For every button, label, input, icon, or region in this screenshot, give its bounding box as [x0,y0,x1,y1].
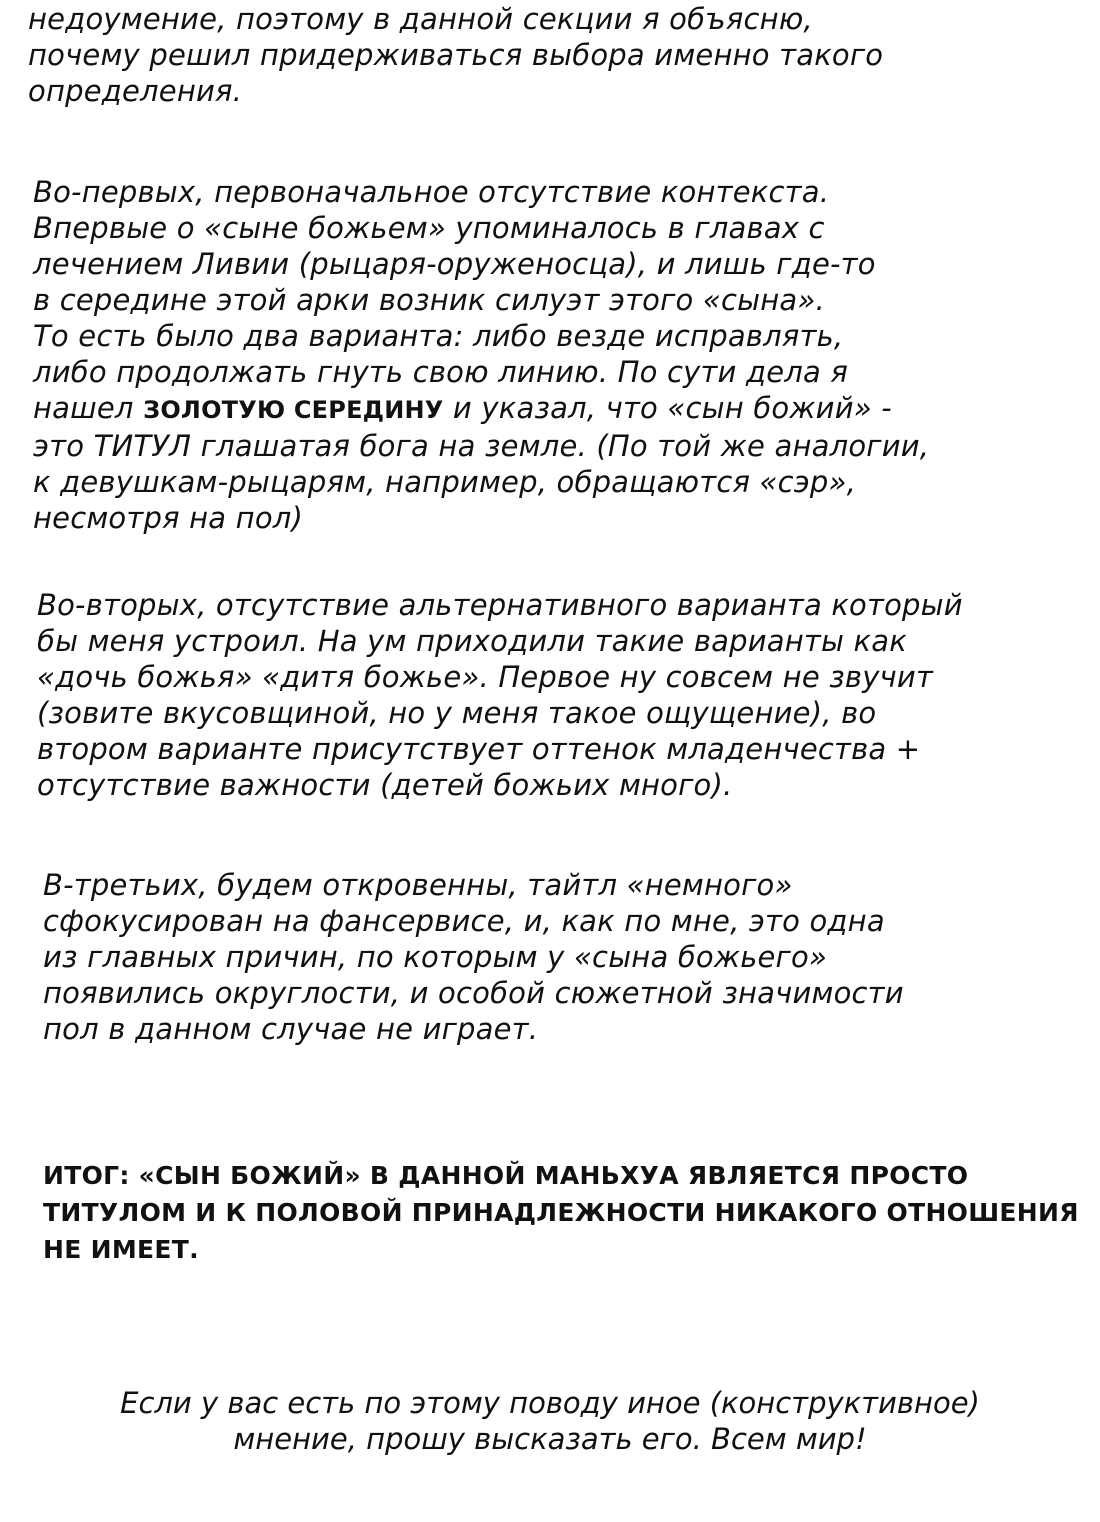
paragraph-line: сфокусирован на фансервисе, и, как по мне, это одна [43,904,885,938]
paragraph-line-highlighted [33,390,929,428]
paragraph-second-reason [37,587,963,803]
closing-message [0,1385,1100,1457]
paragraph-third-reason [43,867,904,1047]
intro-line: определения. [28,74,243,108]
intro-line: недоумение, поэтому в данной секции я объясню, [28,2,813,36]
paragraph-line: это ТИТУЛ глашатая бога на земле. (По той же аналогии, [33,429,930,463]
paragraph-line: Во-первых, первоначальное отсутствие контекста. [33,175,830,209]
paragraph-line: из главных причин, по которым у «сына божьего» [43,940,828,974]
line-text-after: и указал, что «сын божий» - [443,391,892,425]
paragraph-line: в середине этой арки возник силуэт этого «сына». [33,283,825,317]
paragraph-line: либо продолжать гнуть свою линию. По сути дела я [33,355,849,389]
summary-line: НЕ ИМЕЕТ. [43,1235,199,1264]
intro-paragraph [28,1,883,109]
paragraph-line: Впервые о «сыне божьем» упоминалось в главах с [33,211,825,245]
paragraph-line: «дочь божья» «дитя божье». Первое ну совсем не звучит [37,660,934,694]
closing-line: Если у вас есть по этому поводу иное (конструктивное) [120,1386,980,1420]
paragraph-line: пол в данном случае не играет. [43,1012,539,1046]
closing-line: мнение, прошу высказать его. Всем мир! [233,1422,867,1456]
paragraph-first-reason [33,174,929,536]
paragraph-line: несмотря на пол) [33,501,304,535]
paragraph-line: втором варианте присутствует оттенок младенчества + [37,732,921,766]
paragraph-line: лечением Ливии (рыцаря-оруженосца), и лишь где-то [33,247,876,281]
paragraph-line: В-третьих, будем откровенны, тайтл «немного» [43,868,793,902]
intro-line: почему решил придерживаться выбора именно такого [28,38,884,72]
summary-line: ТИТУЛОМ И К ПОЛОВОЙ ПРИНАДЛЕЖНОСТИ НИКАКОГО ОТНОШЕНИЯ [43,1198,1079,1227]
paragraph-line: бы меня устроил. На ум приходили такие варианты как [37,624,907,658]
summary-conclusion [43,1157,1079,1268]
paragraph-line: (зовите вкусовщиной, но у меня такое ощущение), во [37,696,877,730]
paragraph-line: появились округлости, и особой сюжетной значимости [43,976,904,1010]
paragraph-line: отсутствие важности (детей божьих много). [37,768,733,802]
highlight-golden-mean: ЗОЛОТУЮ СЕРЕДИНУ [143,396,444,424]
paragraph-line: Во-вторых, отсутствие альтернативного варианта который [37,588,963,622]
line-text-before: нашел [33,391,144,425]
paragraph-line: То есть было два варианта: либо везде исправлять, [33,319,844,353]
paragraph-line: к девушкам-рыцарям, например, обращаются «сэр», [33,465,857,499]
summary-line: ИТОГ: «СЫН БОЖИЙ» В ДАННОЙ МАНЬХУА ЯВЛЯЕТСЯ ПРОСТО [43,1161,969,1190]
